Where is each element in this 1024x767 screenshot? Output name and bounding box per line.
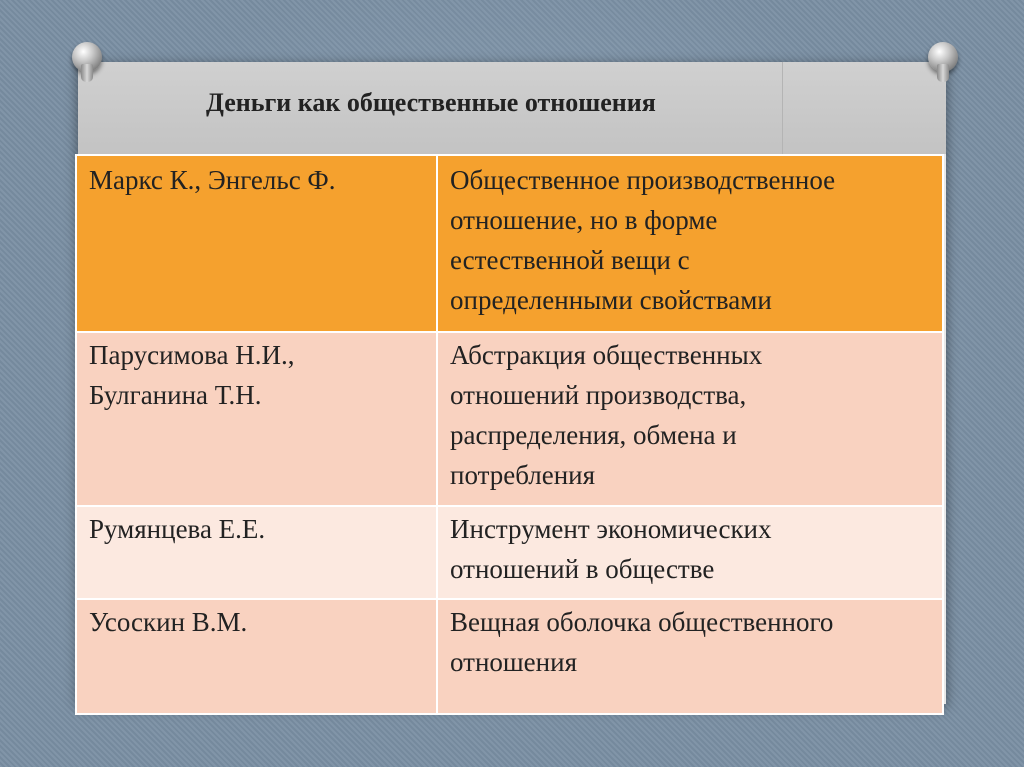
definition-line: Общественное производственное (450, 165, 836, 195)
author-line: Парусимова Н.И., (89, 340, 295, 370)
definition-line: Инструмент экономических (450, 514, 772, 544)
definition-line: отношение, но в форме (450, 205, 718, 235)
definition-cell (437, 506, 943, 599)
table-row (76, 506, 943, 599)
definition-line: отношений в обществе (450, 554, 715, 584)
author-line: Румянцева Е.Е. (89, 514, 266, 544)
pushpin-icon (928, 42, 958, 72)
slide-header (78, 62, 946, 154)
pushpin-icon (72, 42, 102, 72)
definition-line: потребления (450, 460, 596, 490)
definition-line: распределения, обмена и (450, 420, 737, 450)
author-line: Маркс К., Энгельс Ф. (89, 165, 336, 195)
table-row (76, 599, 943, 714)
definition-cell (437, 599, 943, 714)
slide-title: Деньги как общественные отношения (206, 88, 656, 117)
author-cell (76, 506, 437, 599)
definition-line: определенными свойствами (450, 285, 772, 315)
definition-cell (437, 332, 943, 506)
definition-line: естественной вещи с (450, 245, 690, 275)
table-row (76, 155, 943, 332)
author-line: Усоскин В.М. (89, 607, 248, 637)
table-row (76, 332, 943, 506)
definition-line: отношения (450, 647, 577, 677)
definition-cell (437, 155, 943, 332)
author-line: Булганина Т.Н. (89, 380, 262, 410)
author-cell (76, 599, 437, 714)
definition-line: отношений производства, (450, 380, 747, 410)
header-divider (782, 62, 783, 154)
author-cell (76, 332, 437, 506)
author-cell (76, 155, 437, 332)
definition-line: Вещная оболочка общественного (450, 607, 834, 637)
definitions-table (75, 154, 944, 715)
definition-line: Абстракция общественных (450, 340, 763, 370)
